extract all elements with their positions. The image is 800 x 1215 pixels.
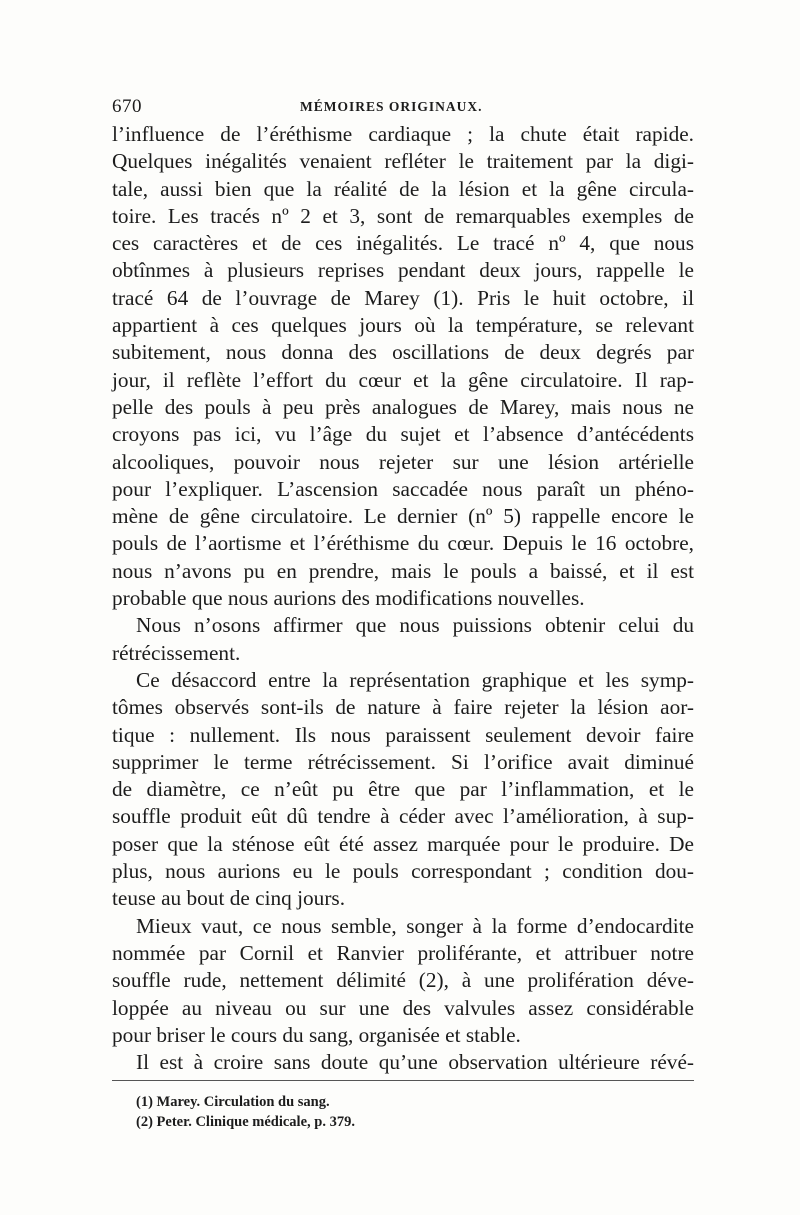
text-line: alcooliques, pouvoir nous rejeter sur une lésion artérielle: [112, 449, 694, 474]
footnotes: [136, 1092, 676, 1132]
text-line: Mieux vaut, ce nous semble, songer à la forme d’endocardite: [136, 913, 694, 938]
text-line: poser que la sténose eût été assez marquée pour le produire. De: [112, 831, 694, 856]
text-line: pour l’expliquer. L’ascension saccadée nous paraît un phéno-: [112, 476, 694, 501]
text-line: tracé 64 de l’ouvrage de Marey (1). Pris le huit octobre, il: [112, 285, 694, 310]
body-text: [112, 121, 694, 1076]
text-line: tique : nullement. Ils nous paraissent seulement devoir faire: [112, 722, 694, 747]
footnote-divider: [112, 1080, 694, 1081]
text-line: teuse au bout de cinq jours.: [112, 886, 346, 911]
text-line: Nous n’osons affirmer que nous puissions obtenir celui du: [136, 613, 694, 638]
text-line: obtînmes à plusieurs reprises pendant deux jours, rappelle le: [112, 258, 694, 283]
text-line: nommée par Cornil et Ranvier proliférante, et attribuer notre: [112, 940, 694, 965]
running-title: MÉMOIRES ORIGINAUX.: [300, 99, 483, 114]
text-line: pouls de l’aortisme et l’éréthisme du cœur. Depuis le 16 octobre,: [112, 531, 694, 556]
text-line: Il est à croire sans doute qu’une observation ultérieure révé-: [136, 1050, 694, 1075]
text-line: toire. Les tracés nº 2 et 3, sont de remarquables exemples de: [112, 203, 694, 228]
running-head: [112, 96, 694, 120]
text-line: plus, nous aurions eu le pouls correspondant ; condition dou-: [112, 859, 694, 884]
text-line: loppée au niveau ou sur une des valvules assez considérable: [112, 995, 694, 1020]
footnote: (1) Marey. Circulation du sang.: [136, 1094, 330, 1110]
text-line: tômes observés sont-ils de nature à faire rejeter la lésion aor-: [112, 695, 694, 720]
text-line: supprimer le terme rétrécissement. Si l’orifice avait diminué: [112, 749, 694, 774]
page-number: 670: [112, 96, 142, 117]
text-line: souffle rude, nettement délimité (2), à une prolifération déve-: [112, 968, 694, 993]
text-line: nous n’avons pu en prendre, mais le pouls a baissé, et il est: [112, 558, 694, 583]
text-line: pelle des pouls à peu près analogues de Marey, mais nous ne: [112, 394, 694, 419]
text-line: de diamètre, ce n’eût pu être que par l’inflammation, et le: [112, 777, 694, 802]
text-line: pour briser le cours du sang, organisée et stable.: [112, 1022, 521, 1047]
text-line: rétrécissement.: [112, 640, 241, 665]
text-line: Ce désaccord entre la représentation graphique et les symp-: [136, 667, 694, 692]
text-line: ces caractères et de ces inégalités. Le tracé nº 4, que nous: [112, 231, 694, 256]
text-line: croyons pas ici, vu l’âge du sujet et l’absence d’antécédents: [112, 422, 694, 447]
text-line: Quelques inégalités venaient refléter le traitement par la digi-: [112, 149, 694, 174]
footnote: (2) Peter. Clinique médicale, p. 379.: [136, 1114, 355, 1130]
text-line: tale, aussi bien que la réalité de la lésion et la gêne circula-: [112, 176, 694, 201]
text-line: l’influence de l’éréthisme cardiaque ; la chute était rapide.: [112, 122, 694, 146]
text-line: mène de gêne circulatoire. Le dernier (nº 5) rappelle encore le: [112, 504, 694, 529]
text-line: souffle produit eût dû tendre à céder avec l’amélioration, à sup-: [112, 804, 694, 829]
text-line: probable que nous aurions des modifications nouvelles.: [112, 586, 585, 611]
text-line: appartient à ces quelques jours où la température, se relevant: [112, 313, 694, 338]
text-line: subitement, nous donna des oscillations de deux degrés par: [112, 340, 694, 365]
text-line: jour, il reflète l’effort du cœur et la gêne circulatoire. Il rap-: [112, 367, 694, 392]
